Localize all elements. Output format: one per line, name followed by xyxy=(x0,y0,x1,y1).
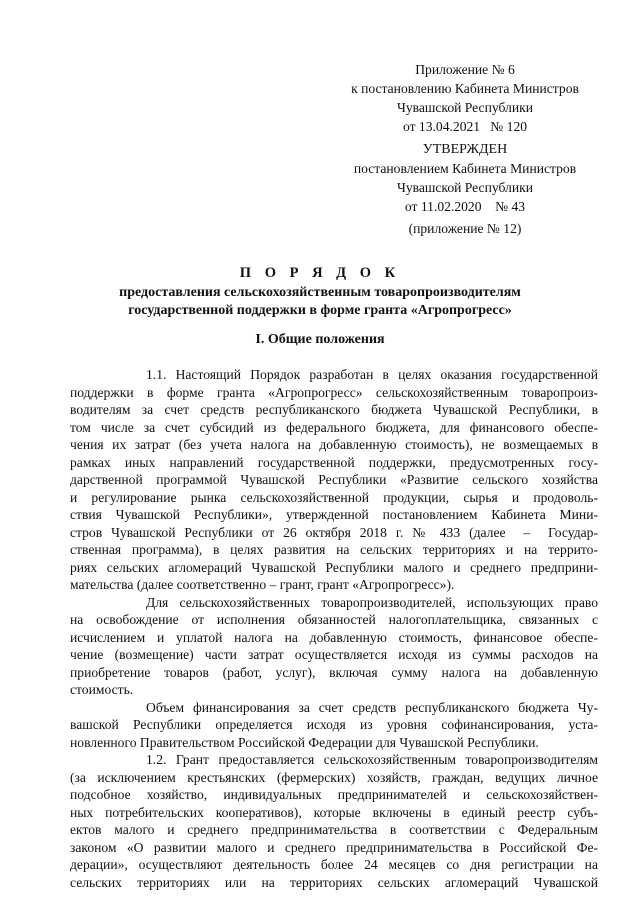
text-line: рамках иных направлений государственной поддержки, предусмотренных госу- xyxy=(70,454,598,470)
appendix-line: к постановлению Кабинета Министров xyxy=(351,81,579,96)
text-line: Объем финансирования за счет средств республиканского бюджета Чу- xyxy=(146,699,598,715)
text-line: дарственной программой Чувашской Республики «Развитие сельского хозяйства xyxy=(70,472,598,487)
body-text xyxy=(70,366,598,891)
text-line: (за исключением крестьянских (фермерских) хозяйств, граждан, ведущих личное xyxy=(70,769,598,785)
appendix-header xyxy=(330,60,600,136)
document-title xyxy=(40,264,600,320)
title-line: государственной поддержки в форме гранта «Агропрогресс» xyxy=(128,303,512,318)
text-line: вашской Республики определяется исходя из уровня софинансирования, уста- xyxy=(70,717,598,732)
section-heading: I. Общие положения xyxy=(255,332,385,347)
text-line: исчислением и уплатой налога на добавленную стоимость, финансовое обеспе- xyxy=(70,629,598,645)
approved-line: Чувашской Республики xyxy=(397,180,533,195)
text-line: ственная программа), в целях развития на сельских территориях и на террито- xyxy=(70,542,598,557)
text-line: новленного Правительством Российской Федерации для Чувашской Республики. xyxy=(70,734,539,750)
text-line: 1.1. Настоящий Порядок разработан в целях оказания государственной xyxy=(146,367,598,382)
text-line: Для сельскохозяйственных товаропроизводителей, использующих право xyxy=(146,594,598,610)
attachment-note: (приложение № 12) xyxy=(408,221,522,236)
title-word: П О Р Я Д О К xyxy=(239,265,401,281)
text-line: сельских территориях или на территориях сельских агломераций Чувашской xyxy=(70,874,598,890)
approved-line: постановлением Кабинета Министров xyxy=(353,161,577,176)
appendix-line: Приложение № 6 xyxy=(415,62,515,77)
text-line: чение (возмещение) части затрат осуществляется исходя из суммы расходов на xyxy=(70,647,598,662)
appendix-line: от 13.04.2021 № 120 xyxy=(402,119,528,134)
approved-line: от 11.02.2020 № 43 xyxy=(404,199,526,214)
text-line: ных потребительских кооперативов), которые включены в единый реестр субъ- xyxy=(70,804,598,820)
text-line: водителям за счет средств республиканского бюджета Чувашской Республики, в xyxy=(70,402,598,417)
text-line: том числе за счет субсидий из федерального бюджета, для финансового обеспе- xyxy=(70,419,598,435)
text-line: подсобное хозяйство, индивидуальных предпринимателей и сельскохозяйствен- xyxy=(70,787,598,802)
title-line: предоставления сельскохозяйственным товаропроизводителям xyxy=(119,285,521,300)
text-line: поддержки в форме гранта «Агропрогресс» сельскохозяйственным товаропроиз- xyxy=(70,384,598,400)
approved-header xyxy=(330,140,600,216)
text-line: стоимость. xyxy=(70,682,134,697)
text-line: риях сельских агломераций Чувашской Республики малого и среднего предприни- xyxy=(70,559,598,575)
text-line: на освобождение от исполнения обязанностей налогоплательщика, связанных с xyxy=(70,612,598,627)
appendix-line: Чувашской Республики xyxy=(397,100,533,115)
text-line: и регулирование рынка сельскохозяйственной продукции, сырья и продоволь- xyxy=(70,489,598,505)
text-line: законом «О развитии малого и среднего предпринимательства в Российской Фе- xyxy=(70,839,598,855)
text-line: ектов малого и среднего предпринимательства в соответствии с Федеральным xyxy=(70,822,598,837)
text-line: мательства (далее соответственно – грант, грант «Агропрогресс»). xyxy=(70,577,455,592)
text-line: ствия Чувашской Республики», утвержденной постановлением Кабинета Мини- xyxy=(70,507,598,522)
text-line: 1.2. Грант предоставляется сельскохозяйственным товаропроизводителям xyxy=(146,752,598,767)
text-line: чения их затрат (без учета налога на добавленную стоимость), не возмещаемых в xyxy=(70,437,598,452)
text-line: приобретение товаров (работ, услуг), включая сумму налога на добавленную xyxy=(70,664,598,680)
text-line: стров Чувашской Республики от 26 октября 2018 г. № 433 (далее – Государ- xyxy=(70,524,598,540)
approved-title: УТВЕРЖДЕН xyxy=(422,142,508,157)
text-line: дерации», осуществляют деятельность более 24 месяцев со дня регистрации на xyxy=(70,857,598,872)
